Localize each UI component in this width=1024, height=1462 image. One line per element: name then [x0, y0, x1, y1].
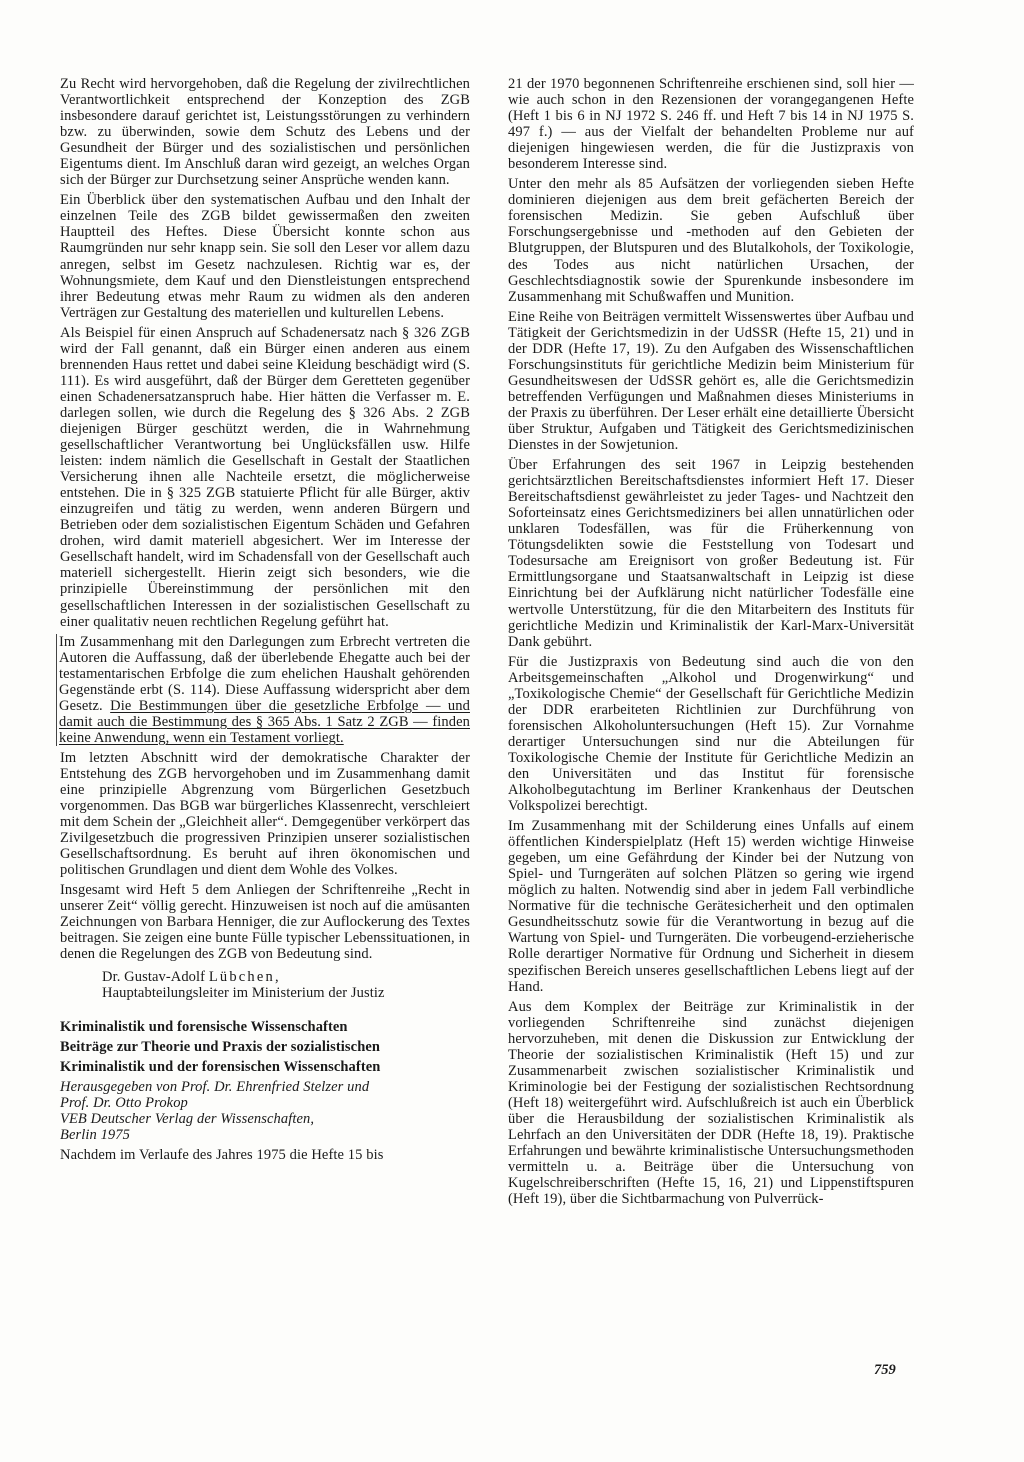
left-column — [60, 76, 470, 1167]
paragraph: Zu Recht wird hervorgehoben, daß die Regelung der zivilrechtlichen Verantwortlichkeit entsprechend der Konzeption des ZGB insbesondere darauf gerichtet ist, Leistungsstörungen zu verhindern bzw. zu überwinden, sowie dem Schutz des Lebens und der Gesundheit der Bürger und des sozialistischen und persönlichen Eigentums dient. Im Anschluß daran wird gezeigt, an welches Organ sich der Bürger zur Durchsetzung seiner Ansprüche wenden kann. — [60, 76, 470, 189]
review-title-line: Beiträge zur Theorie und Praxis der sozialistischen — [60, 1038, 381, 1055]
signature-surname: Lübchen, — [208, 968, 281, 985]
marked-paragraph — [56, 634, 470, 746]
review-title-line: Kriminalistik und der forensischen Wissenschaften — [60, 1058, 381, 1075]
right-column — [508, 76, 914, 1211]
review-place-year: Berlin 1975 — [60, 1126, 130, 1143]
paragraph: Über Erfahrungen des seit 1967 in Leipzig bestehenden gerichtsärztlichen Bereitschaftsdienstes informiert Heft 17. Dieser Bereitschaftsdienst gewährleistet zu jeder Tages- und Nachtzeit den Soforteinsatz eines Gerichtsmediziners bei allen unnatürlichen oder unklaren Todesfällen, was für die Früherkennung von Tötungsdelikten sowie die Feststellung von Todesart und Todesursache am Ereignisort von großer Bedeutung ist. Für Ermittlungsorgane und Staatsanwaltschaft in Leipzig ist diese Einrichtung bei der Aufklärung nicht natürlicher Todesfälle eine wertvolle Unterstützung, für die den Mitarbeitern des Instituts für gerichtliche Medizin und Kriminalistik der Karl-Marx-Universität Dank gebührt. — [508, 457, 914, 650]
paragraph: Unter den mehr als 85 Aufsätzen der vorliegenden sieben Hefte dominieren diejenigen aus dem breit gefächerten Bereich der forensischen Medizin. Sie geben Aufschluß über Forschungsergebnisse und -methoden auf den Gebieten der Blutgruppen, der Blutspuren und des Blutalkohols, der Toxikologie, des Todes aus nicht natürlichen Ursachen, der Geschlechtsdiagnostik sowie der Spurenkunde insbesondere im Zusammenhang mit Schußwaffen und Munition. — [508, 176, 914, 305]
review-editors: Prof. Dr. Otto Prokop — [60, 1094, 188, 1111]
paragraph: 21 der 1970 begonnenen Schriftenreihe erschienen sind, soll hier — wie auch schon in den Rezensionen der vorangegangenen Hefte (Heft 1 bis 6 in NJ 1972 S. 246 ff. und Heft 7 bis 14 in NJ 1975 S. 497 f.) — aus der Vielfalt der behandelten Probleme nur auf diejenigen hingewiesen werden, die für die Justizpraxis von besonderem Interesse sind. — [508, 76, 914, 173]
page-number: 759 — [874, 1362, 896, 1378]
review-publisher: VEB Deutscher Verlag der Wissenschaften, — [60, 1110, 315, 1127]
paragraph: Eine Reihe von Beiträgen vermittelt Wissenswertes über Aufbau und Tätigkeit der Gerichtsmedizin in der UdSSR (Hefte 15, 21) und in der DDR (Hefte 17, 19). Zu den Aufgaben des Wissenschaftlichen Forschungsinstituts für gerichtliche Medizin beim Ministerium für Gesundheitswesen der UdSSR gehört es, alle die Gerichtsmedizin betreffenden Verfügungen und Maßnahmen dieses Ministeriums in der Praxis zu überführen. Der Leser erhält eine detaillierte Übersicht über Struktur, Aufgaben und Tätigkeit des Gerichtsmedizinischen Dienstes in der Sowjetunion. — [508, 308, 914, 454]
review-title-line: Kriminalistik und forensische Wissenschaften — [60, 1018, 348, 1035]
paragraph: Im Zusammenhang mit der Schilderung eines Unfalls auf einem öffentlichen Kinderspielplatz (Heft 15) werden wichtige Hinweise gegeben, um eine Gefährdung der Kinder bei der Nutzung von Spiel- und Turngeräten auf solchen Plätzen so gering wie irgend möglich zu halten. Notwendig sind aber in jedem Fall verbindliche Normative für die technische Gerätesicherheit und den optimalen Gesundheitsschutz sowie für die Verantwortung in bezug auf die Wartung von Spiel- und Turngeräten. Die vorbeugend-erzieherische Rolle derartiger Normative für Ordnung und Sicherheit in diesem spezifischen Bereich unseres gesellschaftlichen Lebens liegt auf der Hand. — [508, 818, 914, 995]
review-publication-info — [60, 1079, 470, 1143]
review-signature — [60, 969, 470, 1001]
paragraph: Insgesamt wird Heft 5 dem Anliegen der Schriftenreihe „Recht in unserer Zeit“ völlig gerecht. Hinzuweisen ist noch auf die amüsanten Zeichnungen von Barbara Henniger, die zur Auflockerung des Textes beitragen. Sie zeigen eine bunte Fülle typischer Lebenssituationen, in denen die Regelungen des ZGB von Bedeutung sind. — [60, 882, 470, 963]
signature-role: Hauptabteilungsleiter im Ministerium der Justiz — [102, 984, 385, 1001]
paragraph: Ein Überblick über den systematischen Aufbau und den Inhalt der einzelnen Teile des ZGB bildet gewissermaßen den zweiten Hauptteil des Heftes. Diese Übersicht konnte schon aus Raumgründen nur sehr knapp sein. Sie soll den Leser vor allem dazu anregen, selbst im Gesetz nachzulesen. Richtig war es, der Wohnungsmiete, dem Kauf und den Dienstleistungen entsprechend ihrer Bedeutung etwas mehr Raum zu widmen als den anderen Verträgen zur Gestaltung des materiellen und kulturellen Lebens. — [60, 192, 470, 321]
review-editors: Herausgegeben von Prof. Dr. Ehrenfried Stelzer und — [60, 1078, 370, 1095]
paragraph-text: Im Zusammenhang mit den Darlegungen zum Erbrecht vertreten die Autoren die Auffassung, daß der überlebende Ehegatte auch bei der testamentarischen Erbfolge die zum ehelichen Haushalt gehörenden Gegenstände erbt (S. 114). Diese Auffassung widerspricht aber dem Gesetz. — [59, 633, 470, 714]
paragraph: Für die Justizpraxis von Bedeutung sind auch die von den Arbeitsgemeinschaften „Alkohol und Drogenwirkung“ und „Toxikologische Chemie“ der Gesellschaft für Gerichtliche Medizin der DDR erarbeiteten Richtlinien zur Durchführung von forensischen Alkoholuntersuchungen (Heft 15). Zur Vornahme derartiger Untersuchungen sind nur die Abteilungen für Toxikologische Chemie der Institute für Gerichtliche Medizin an den Universitäten und das Institut für forensische Alkoholbegutachtung im Berliner Krankenhaus der Deutschen Volkspolizei berechtigt. — [508, 653, 914, 815]
paragraph: Im letzten Abschnitt wird der demokratische Charakter der Entstehung des ZGB hervorgehoben und im Zusammenhang damit eine prinzipielle Abgrenzung vom Bürgerlichen Gesetzbuch vorgenommen. Das BGB war bürgerliches Klassenrecht, verschleiert mit dem Schein der „Gleichheit aller“. Demgegenüber verkörpert das Zivilgesetzbuch die progressiven Prinzipien unserer sozialistischen Gesellschaftsordnung. Es beruht auf ihren ökonomischen und politischen Grundlagen und dient dem Wohle des Volkes. — [60, 749, 470, 879]
signature-first-names: Dr. Gustav-Adolf — [102, 968, 209, 985]
underlined-passage: Die Bestimmungen über die gesetzliche Erbfolge — und damit auch die Bestimmung des § 365 Abs. 1 Satz 2 ZGB — finden keine Anwendung, wenn ein Testament vorliegt. — [59, 697, 470, 746]
signature-name — [60, 969, 470, 985]
paragraph: Aus dem Komplex der Beiträge zur Kriminalistik in der vorliegenden Schriftenreihe sind zunächst diejenigen hervorzuheben, mit denen die Diskussion zur Entwicklung der Theorie der sozialistischen Kriminalistik (Heft 15) und zur Zusammenarbeit zwischen sozialistischer Kriminalistik und Kriminologie bei der Festigung der sozialistischen Rechtsordnung (Heft 18) weitergeführt wird. Aufschlußreich ist auch ein Überblick über die Herausbildung der sozialistischen Kriminalistik als Lehrfach an den Universitäten der DDR (Hefte 18, 19). Praktische Erfahrungen und bewährte kriminalistische Untersuchungsmethoden vermitteln u. a. Beiträge über die Untersuchung von Kugelschreiberschriften (Hefte 15, 16, 21) und Lippenstiftspuren (Heft 19), über die Sichtbarmachung von Pulverrück- — [508, 998, 914, 1208]
paragraph: Nachdem im Verlaufe des Jahres 1975 die Hefte 15 bis — [60, 1146, 384, 1163]
paragraph: Als Beispiel für einen Anspruch auf Schadenersatz nach § 326 ZGB wird der Fall genannt, daß ein Bürger einen anderen aus einem brennenden Haus rettet und dabei seine Kleidung beschädigt wird (S. 111). Es wird ausgeführt, daß der Bürger dem Geretteten gegenüber einen Schadenersatzanspruch habe. Hier hätten die Verfasser m. E. darlegen sollen, wie durch die Regelung des § 326 Abs. 2 ZGB diejenigen Bürger geschützt werden, die in Wahrnehmung gesellschaftlicher Verantwortung bei Unglücksfällen usw. Hilfe leisten: indem nämlich die Gesellschaft in Gestalt der Staatlichen Versicherung ihnen alle Nachteile ersetzt, die möglicherweise entstehen. Die in § 325 ZGB statuierte Pflicht für alle Bürger, aktiv einzugreifen und tätig zu werden, wenn anderen Bürgern und Betrieben oder dem sozialistischen Eigentum Schäden und Gefahren drohen, wird damit materiell abgesichert. Wer im Interesse der Gesellschaft handelt, wird im Schadensfall von der Gesellschaft auch materiell sichergestellt. Hierin zeigt sich besonders, wie die prinzipielle Übereinstimmung der persönlichen mit den gesellschaftlichen Interessen in der sozialistischen Gesellschaft zu einer qualitativ neuen rechtlichen Regelung geführt hat. — [60, 324, 470, 630]
